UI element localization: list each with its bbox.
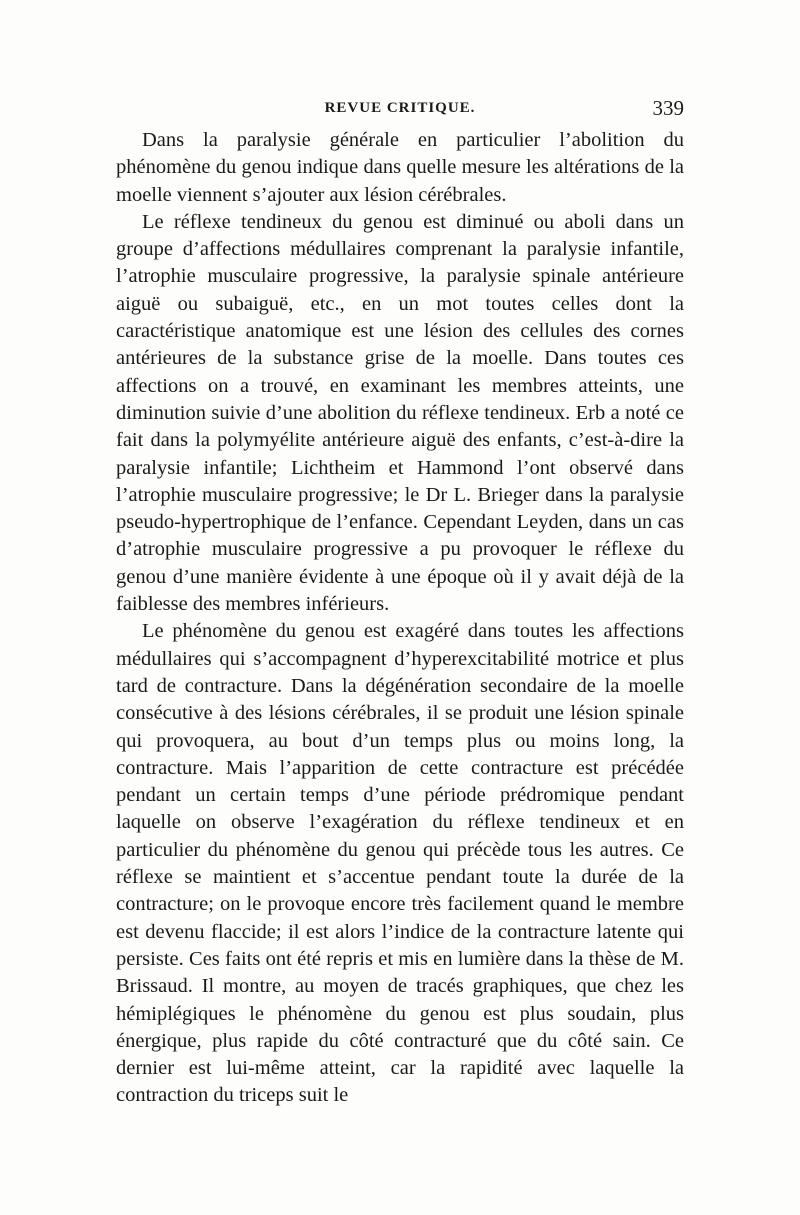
paragraph: Le réflexe tendineux du genou est diminué ou aboli dans un groupe d’affections médullaires comprenant la paralysie infantile, l’atrophie musculaire progressive, la paralysie spinale antérieure aiguë ou subaiguë, etc., en un mot toutes celles dont la caractéristique anatomique est une lésion des cellules des cornes antérieures de la substance grise de la moelle. Dans toutes ces affections on a trouvé, en examinant les membres atteints, une diminution suivie d’une abolition du réflexe tendineux. Erb a noté ce fait dans la polymyélite antérieure aiguë des enfants, c’est-à-dire la paralysie infantile; Lichtheim et Hammond l’ont observé dans l’atrophie musculaire progressive; le Dr L. Brieger dans la paralysie pseudo-hypertrophique de l’enfance. Cependant Leyden, dans un cas d’atrophie musculaire progressive a pu provoquer le réflexe du genou d’une manière évidente à une époque où il y avait déjà de la faiblesse des membres inférieurs.	[116, 210, 684, 616]
body-text	[116, 127, 684, 1110]
paragraph: Dans la paralysie générale en particulier l’abolition du phénomène du genou indique dans quelle mesure les altérations de la moelle viennent s’ajouter aux lésion cérébrales.	[116, 129, 684, 206]
running-header	[116, 96, 684, 126]
page-number: 339	[652, 96, 684, 120]
running-title: REVUE CRITIQUE.	[324, 100, 476, 116]
paragraph: Le phénomène du genou est exagéré dans toutes les affections médullaires qui s’accompagnent d’hyperexcitabilité motrice et plus tard de contracture. Dans la dégénération secondaire de la moelle consécutive à des lésions cérébrales, il se produit une lésion spinale qui provoquera, au bout d’un temps plus ou moins long, la contracture. Mais l’apparition de cette contracture est précédée pendant un certain temps d’une période prédromique pendant laquelle on observe l’exagération du réflexe tendineux et en particulier du phénomène du genou qui précède tous les autres. Ce réflexe se maintient et s’accentue pendant toute la durée de la contracture; on le provoque encore très facilement quand le membre est devenu flaccide; il est alors l’indice de la contracture latente qui persiste. Ces faits ont été repris et mis en lumière dans la thèse de M. Brissaud. Il montre, au moyen de tracés graphiques, que chez les hémiplégiques le phénomène du genou est plus soudain, plus énergique, plus rapide du côté contracturé que du côté sain. Ce dernier est lui-même atteint, car la rapidité avec laquelle la contraction du triceps suit le	[116, 620, 684, 1107]
